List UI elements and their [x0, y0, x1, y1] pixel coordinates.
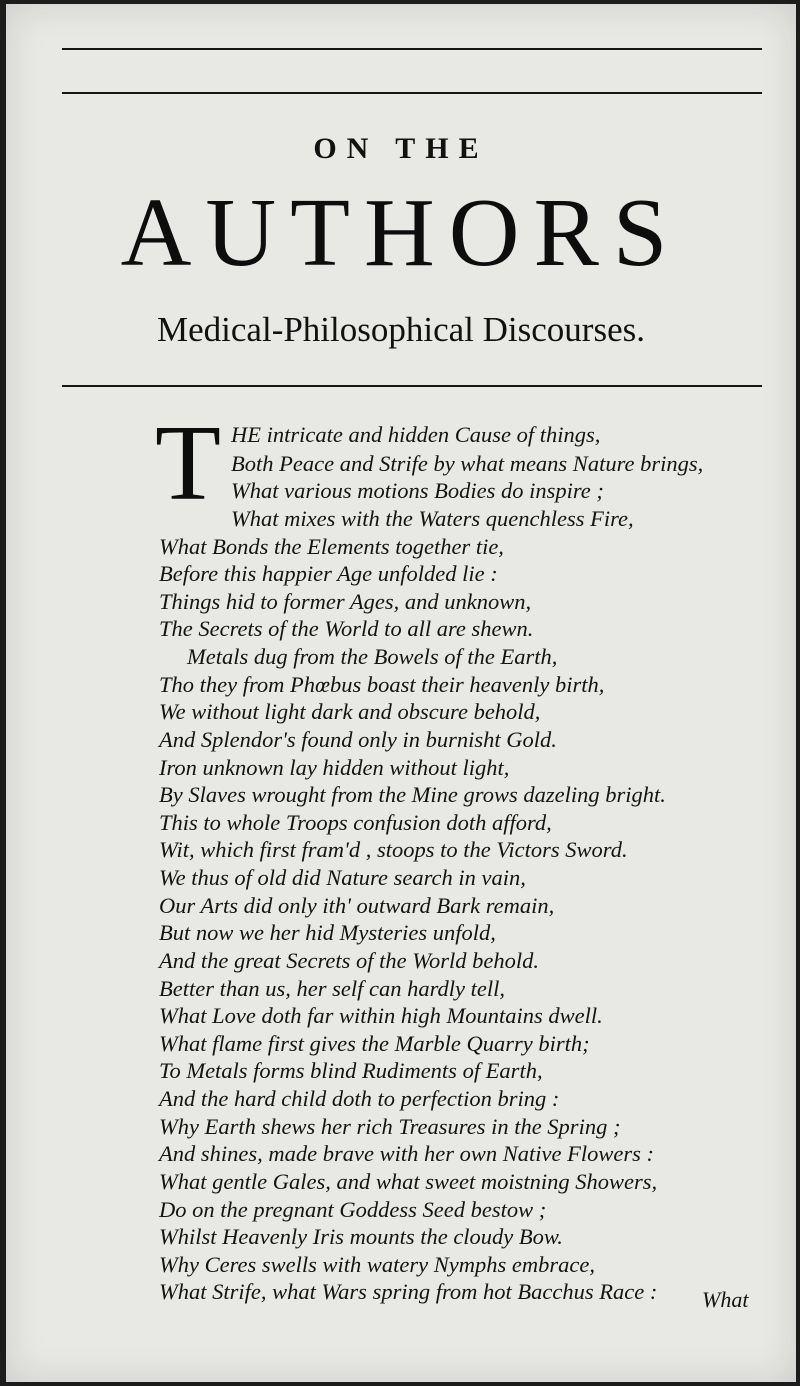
poem-line: What various motions Bodies do inspire ;	[231, 478, 604, 503]
poem-line: Whilst Heavenly Iris mounts the cloudy Bow.	[159, 1224, 563, 1249]
poem-line: Before this happier Age unfolded lie :	[159, 561, 498, 586]
heading-authors: AUTHORS	[120, 179, 682, 287]
poem-line: To Metals forms blind Rudiments of Earth,	[159, 1058, 543, 1083]
poem-line: And shines, made brave with her own Native Flowers :	[159, 1141, 654, 1166]
poem-line: But now we her hid Mysteries unfold,	[159, 920, 496, 945]
header-rule	[62, 92, 762, 94]
drop-cap: T	[155, 404, 221, 523]
poem-line: By Slaves wrought from the Mine grows dazeling bright.	[159, 782, 666, 807]
poem-line: What Love doth far within high Mountains dwell.	[159, 1003, 603, 1028]
book-page	[6, 4, 796, 1382]
poem-line: Do on the pregnant Goddess Seed bestow ;	[159, 1197, 547, 1222]
poem-line: Tho they from Phœbus boast their heavenly birth,	[159, 672, 605, 697]
poem-line: What flame first gives the Marble Quarry birth;	[159, 1031, 590, 1056]
poem-line: What Bonds the Elements together tie,	[159, 534, 504, 559]
poem-line: And the hard child doth to perfection bring :	[159, 1086, 560, 1111]
poem-line: Why Ceres swells with watery Nymphs embrace,	[159, 1252, 595, 1277]
poem-line: What Strife, what Wars spring from hot Bacchus Race :	[159, 1279, 658, 1304]
poem-line: Metals dug from the Bowels of the Earth,	[187, 644, 558, 669]
poem-line: And Splendor's found only in burnisht Gold.	[159, 727, 557, 752]
poem-line: Our Arts did only ith' outward Bark remain,	[159, 893, 555, 918]
title-rule	[62, 385, 762, 387]
heading-on-the: ON THE	[313, 132, 489, 165]
poem-line: What mixes with the Waters quenchless Fire,	[231, 506, 634, 531]
poem-line: Better than us, her self can hardly tell,	[159, 976, 505, 1001]
poem-line: This to whole Troops confusion doth afford,	[159, 810, 552, 835]
poem-line: And the great Secrets of the World behold.	[159, 948, 539, 973]
poem-line: Things hid to former Ages, and unknown,	[159, 589, 532, 614]
heading-subtitle: Medical-Philosophical Discourses.	[157, 310, 645, 349]
poem-line: What gentle Gales, and what sweet moistning Showers,	[159, 1169, 658, 1194]
poem-line: We thus of old did Nature search in vain,	[159, 865, 526, 890]
poem-line: Why Earth shews her rich Treasures in the Spring ;	[159, 1114, 621, 1139]
poem-line: We without light dark and obscure behold,	[159, 699, 541, 724]
poem-line: Wit, which first fram'd , stoops to the Victors Sword.	[159, 837, 628, 862]
poem-line: Both Peace and Strife by what means Nature brings,	[231, 451, 704, 476]
catchword: What	[702, 1287, 749, 1312]
top-rule	[62, 48, 762, 50]
poem-line: Iron unknown lay hidden without light,	[159, 755, 510, 780]
poem-line: The Secrets of the World to all are shewn.	[159, 616, 534, 641]
poem-line: HE intricate and hidden Cause of things,	[231, 422, 601, 447]
